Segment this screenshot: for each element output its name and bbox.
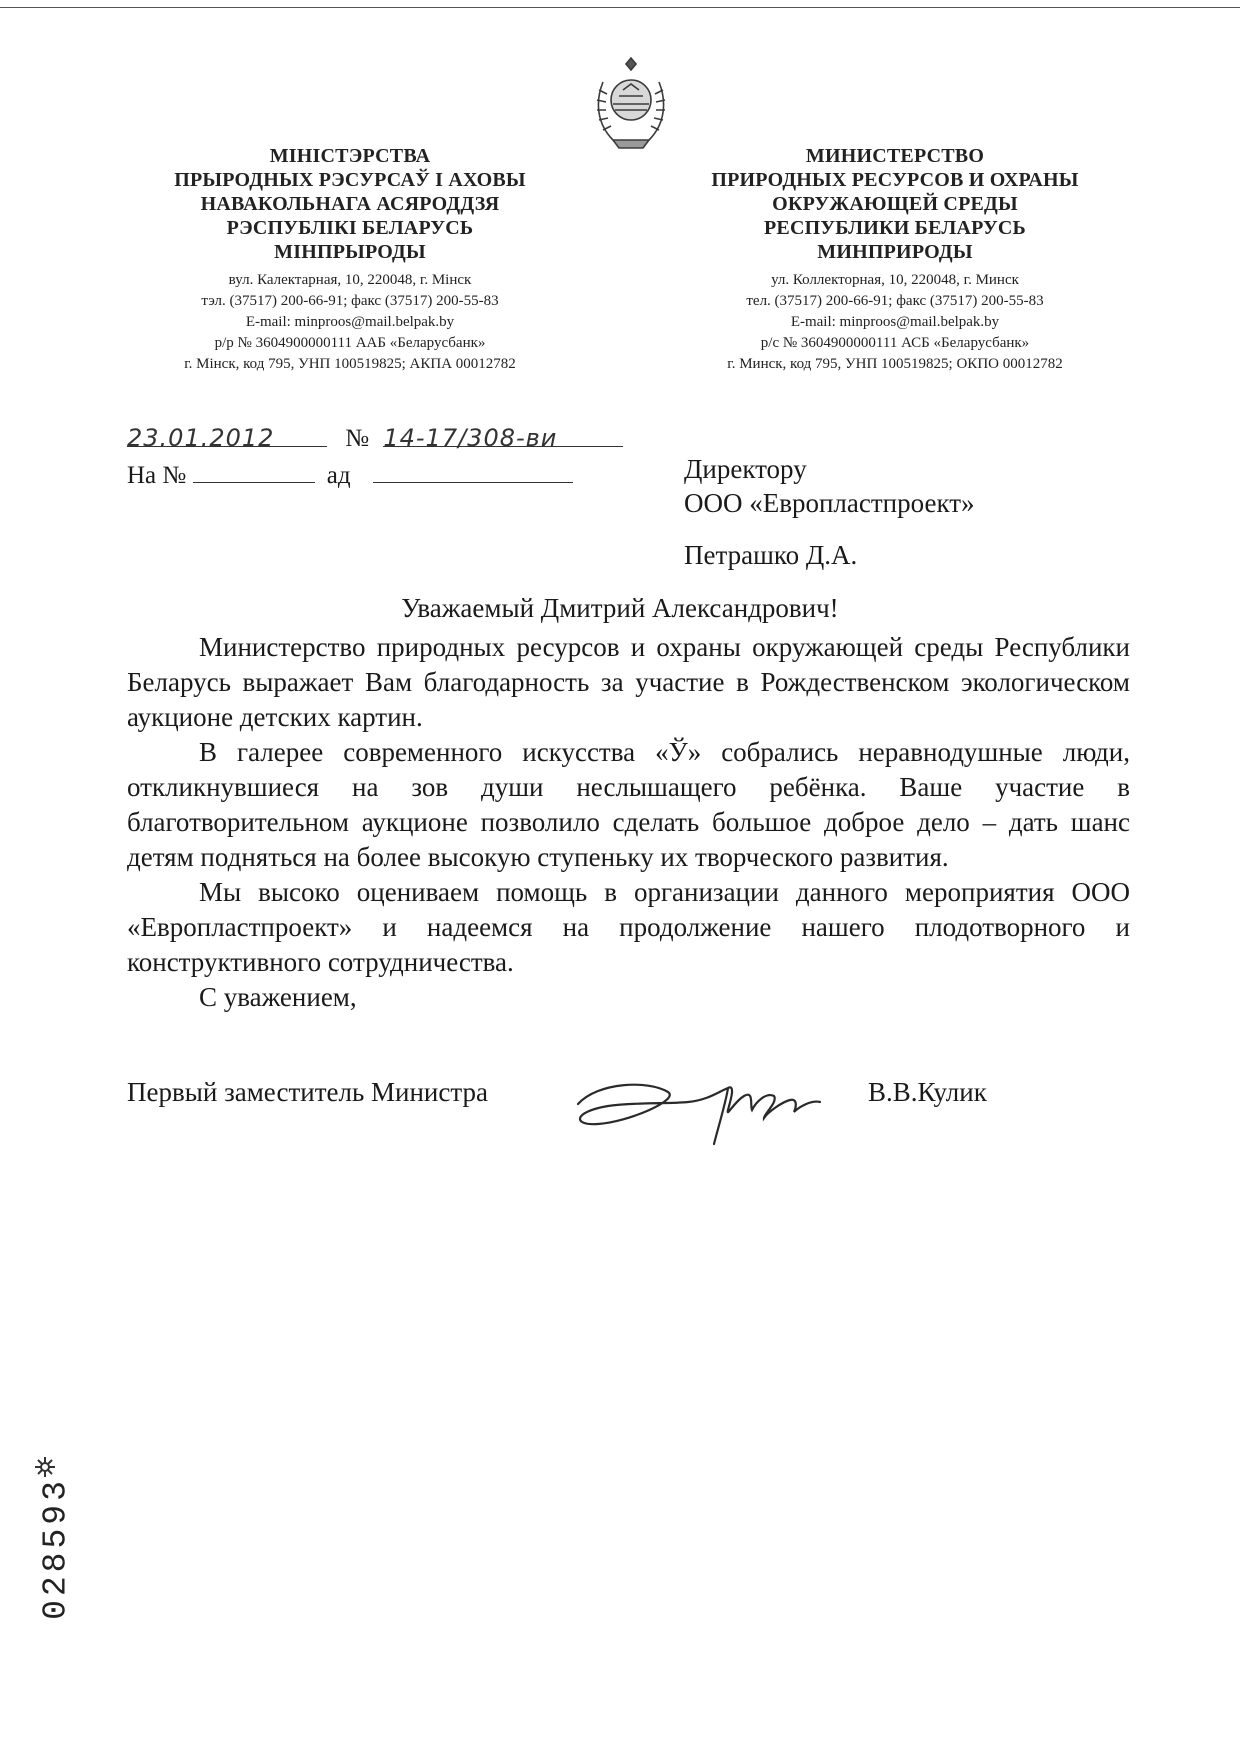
addressee-company: ООО «Европластпроект» <box>684 488 975 518</box>
ministry-name-belarusian: МІНІСТЭРСТВА ПРЫРОДНЫХ РЭСУРСАЎ І АХОВЫ НАВАКОЛЬНАГА АСЯРОДДЗЯ РЭСПУБЛІКІ БЕЛАРУСЬ МІНПРЫРОДЫ <box>174 145 526 263</box>
addressee-person: Петрашко Д.А. <box>684 540 858 570</box>
signatory-name: В.В.Кулик <box>868 1077 987 1107</box>
scan-edge-line <box>0 7 1240 8</box>
reference-label: На № <box>127 462 187 489</box>
serial-number: 028593 <box>37 1477 75 1620</box>
letter-body <box>127 630 1130 1015</box>
addressee-position: Директору <box>684 454 807 484</box>
paragraph: Министерство природных ресурсов и охраны окружающей среды Республики Беларусь выражает Вам благодарность за участие в Рождественском экологическом аукционе детских картин. <box>127 632 1130 732</box>
number-sign: № <box>345 425 370 452</box>
contacts-belarusian: вул. Калектарная, 10, 220048, г. Мінск тэл. (37517) 200-66-91; факс (37517) 200-55-83 E-mail: minproos@mail.belpak.by р/р № 3604900000111 ААБ «Беларусбанк» г. Мінск, код 795, УНП 100519825; АКПА 00012782 <box>184 272 516 372</box>
paragraph: Мы высоко оцениваем помощь в организации данного мероприятия ООО «Европластпроект» и надеемся на продолжение нашего плодотворного и конструктивного сотрудничества. <box>127 877 1130 977</box>
paragraph: В галерее современного искусства «Ў» собрались неравнодушные люди, откликнувшиеся на зов души неслышащего ребёнка. Ваше участие в благотворительном аукционе позволило сделать большое доброе дело – дать шанс детям подняться на более высокую ступеньку их творческого развития. <box>127 737 1130 872</box>
ministry-name-russian: МИНИСТЕРСТВО ПРИРОДНЫХ РЕСУРСОВ И ОХРАНЫ ОКРУЖАЮЩЕЙ СРЕДЫ РЕСПУБЛИКИ БЕЛАРУСЬ МИНПРИРОДЫ <box>711 145 1079 263</box>
registration-line <box>127 424 623 453</box>
header-russian <box>665 144 1125 375</box>
reference-from-label: ад <box>326 462 351 489</box>
closing-phrase: С уважением, <box>199 982 357 1012</box>
serial-number-block <box>23 1450 113 1660</box>
header-belarusian <box>120 144 580 375</box>
registration-number: 14-17/308-ви <box>383 424 623 447</box>
reference-number-blank <box>193 460 315 483</box>
reference-date-blank <box>373 460 573 483</box>
reference-line <box>127 460 573 490</box>
contacts-russian: ул. Коллекторная, 10, 220048, г. Минск тел. (37517) 200-66-91; факс (37517) 200-55-83 E-mail: minproos@mail.belpak.by р/с № 3604900000111 АСБ «Беларусбанк» г. Минск, код 795, УНП 100519825; ОКПО 00012782 <box>727 272 1063 372</box>
signature-icon <box>568 1062 848 1152</box>
registration-date: 23.01.2012 <box>127 424 327 447</box>
signatory-title: Первый заместитель Министра <box>127 1077 488 1107</box>
salutation: Уважаемый Дмитрий Александрович! <box>401 593 839 623</box>
addressee <box>684 452 975 572</box>
state-emblem-icon <box>583 52 679 152</box>
